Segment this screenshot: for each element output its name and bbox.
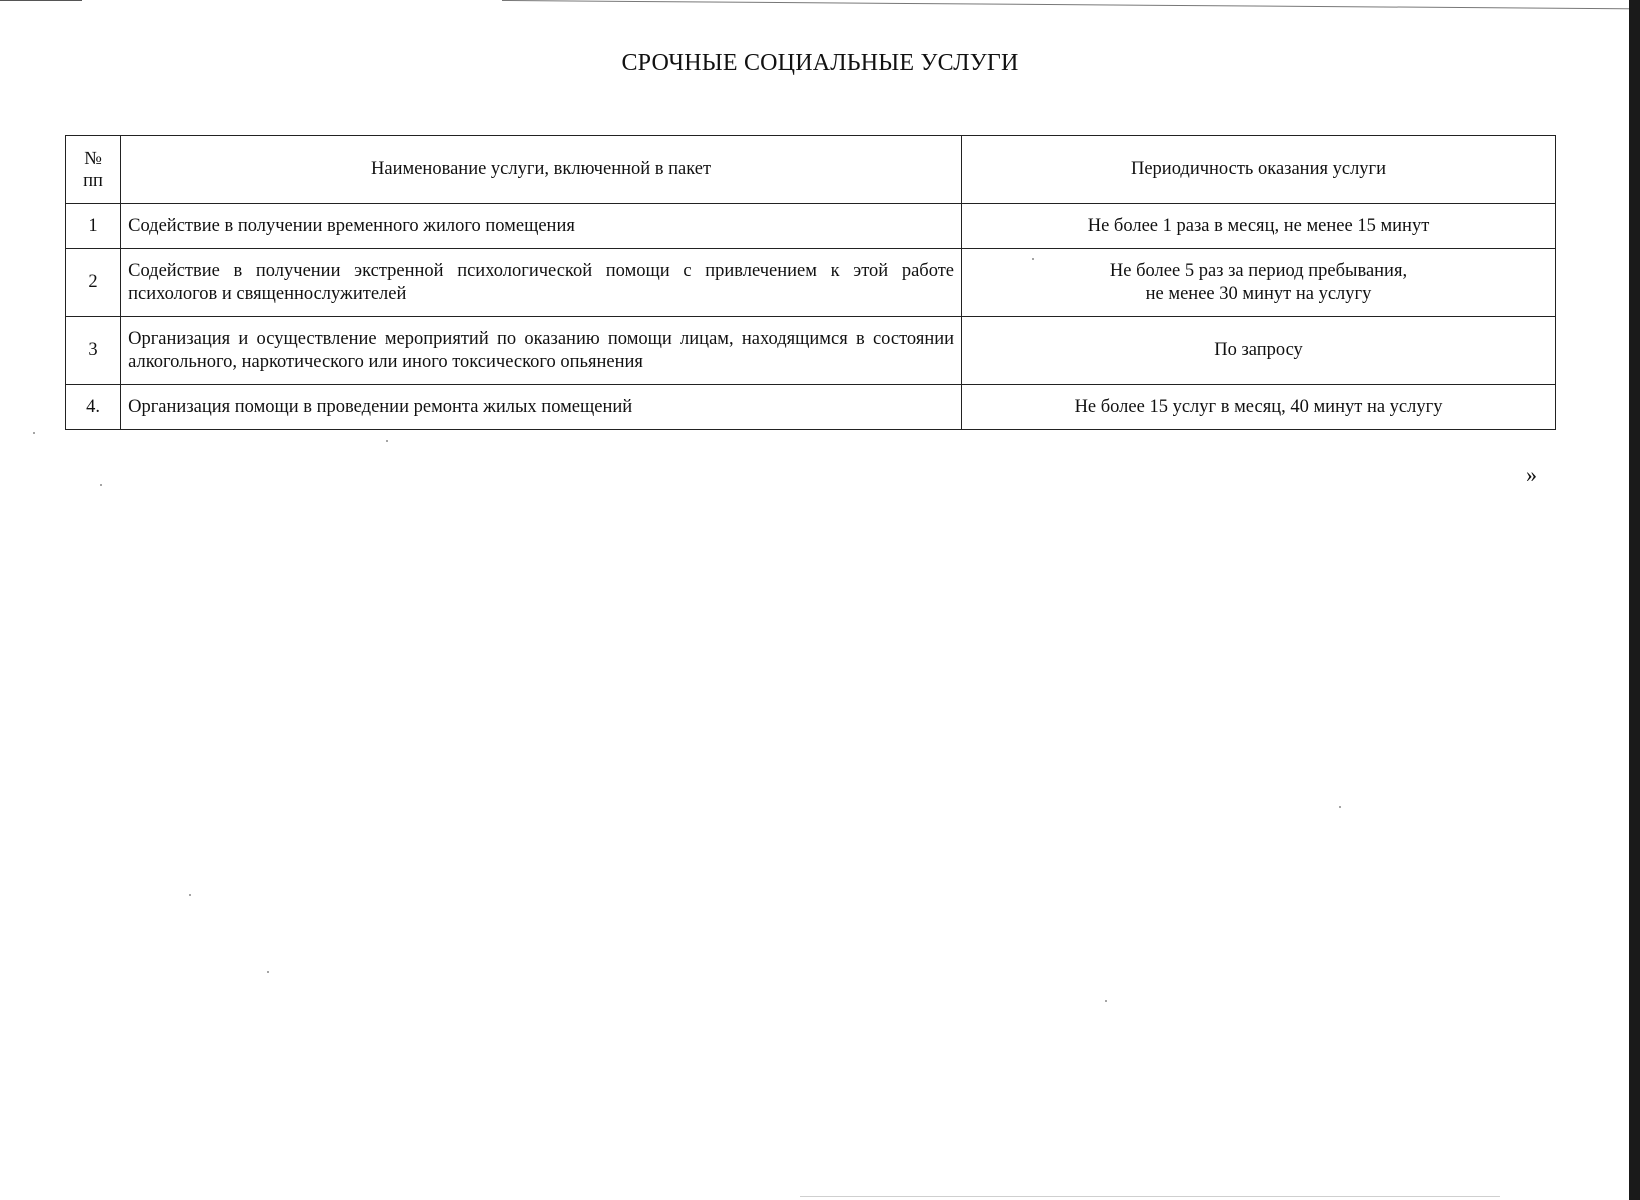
periodicity-line: не менее 30 минут на услугу [1145,283,1372,304]
row-number: 2 [66,249,121,317]
table-row [66,385,1556,430]
periodicity-line: Не более 15 услуг в месяц, 40 минут на услугу [1074,396,1443,417]
speck [1339,806,1341,808]
speck [100,484,102,486]
scan-edge-right [1629,0,1640,1200]
speck [267,971,269,973]
table-row [66,317,1556,385]
periodicity-line: Не более 1 раза в месяц, не менее 15 минут [1087,215,1430,236]
row-service: Содействие в получении экстренной психологической помощи с привлечением к этой работе психологов и священнослужителей [121,249,962,317]
periodicity-line: Не более 5 раз за период пребывания, [1109,260,1408,281]
row-periodicity [962,385,1556,430]
row-periodicity [962,204,1556,249]
row-service: Организация и осуществление мероприятий по оказанию помощи лицам, находящимся в состоянии алкогольного, наркотического или иного токсического опьянения [121,317,962,385]
table-header-row [66,136,1556,204]
header-service-name: Наименование услуги, включенной в пакет [121,136,962,204]
services-table [65,135,1556,430]
scan-line-top-left [0,0,82,1]
speck [386,440,388,442]
row-periodicity [962,317,1556,385]
closing-quote-mark: » [1526,462,1537,487]
scan-edge-bottom [800,1196,1500,1197]
row-number: 4. [66,385,121,430]
scan-line-top-right [502,0,1640,9]
speck [189,894,191,896]
row-number: 3 [66,317,121,385]
table-row [66,204,1556,249]
document-title: СРОЧНЫЕ СОЦИАЛЬНЫЕ УСЛУГИ [621,50,1019,76]
speck [1105,1000,1107,1002]
row-periodicity [962,249,1556,317]
periodicity-line: По запросу [1214,340,1303,360]
speck [33,432,35,434]
header-number-abbr: пп [83,170,103,191]
header-periodicity: Периодичность оказания услуги [962,136,1556,204]
header-number-symbol: № [84,148,102,169]
row-service: Содействие в получении временного жилого помещения [121,204,962,249]
table-row [66,249,1556,317]
header-number [66,136,121,204]
row-service: Организация помощи в проведении ремонта жилых помещений [121,385,962,430]
row-number: 1 [66,204,121,249]
